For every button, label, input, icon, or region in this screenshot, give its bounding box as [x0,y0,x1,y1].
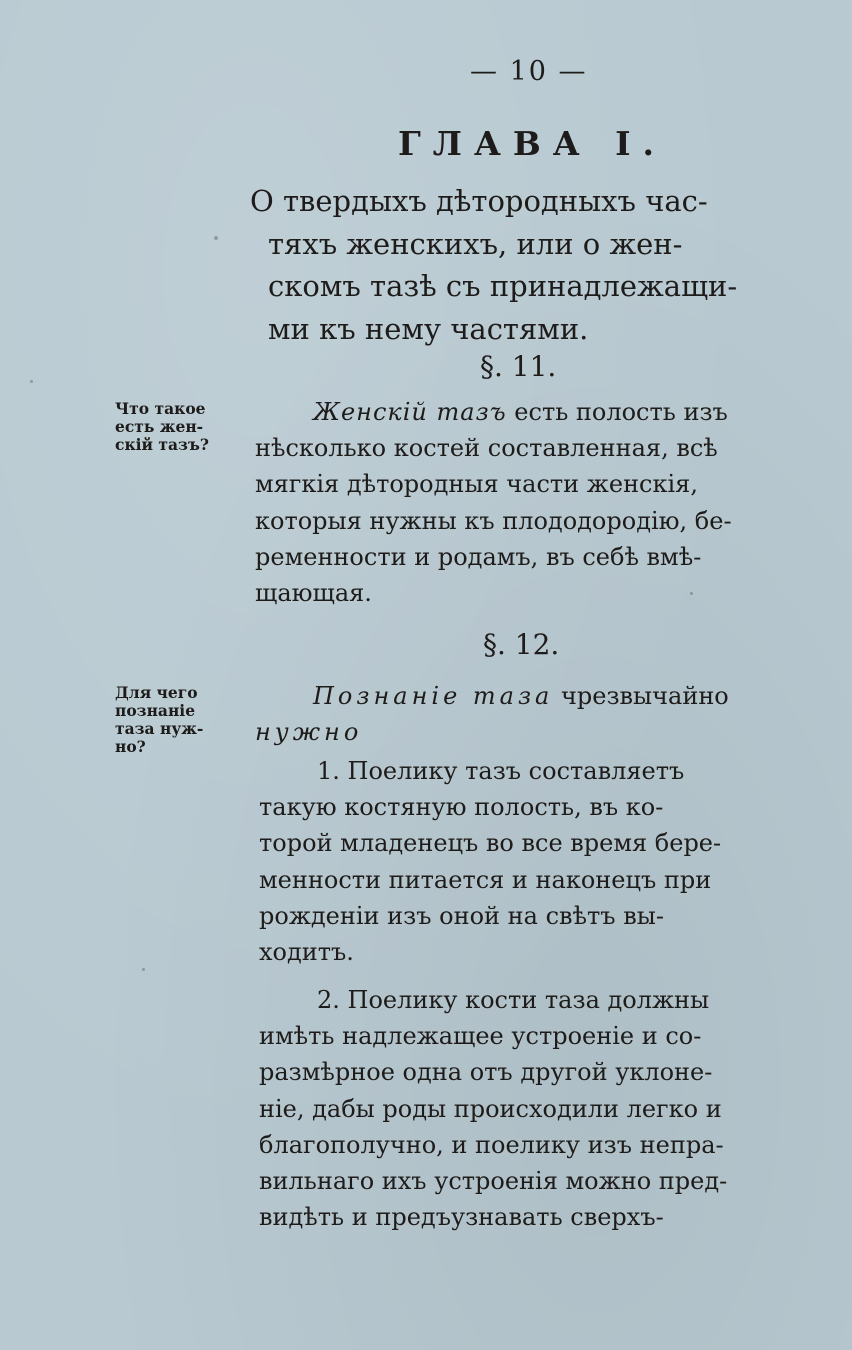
ink-speck [30,380,33,383]
term-female-pelvis: Женскій тазъ [313,398,507,426]
paragraph-text: чрезвычайно [553,682,729,710]
chapter-subtitle-line: тяхъ женскихъ, или о жен- [268,226,683,261]
ink-speck [214,236,218,240]
margin-note-line: но? [115,737,146,756]
margin-note-line: познаніе [115,701,196,720]
paragraph-line: которыя нужны къ плододородію, бе- [255,506,732,535]
paragraph-line: благополучно, и поелику изъ непра- [259,1130,724,1159]
paragraph-section-12-intro [255,678,825,750]
paragraph-item-2 [259,982,829,1235]
chapter-subtitle-line: О твердыхъ дѣтородныхъ час- [250,184,708,218]
paragraph-section-11 [255,394,825,611]
paragraph-line: 2. Поелику кости таза должны [317,986,710,1014]
paragraph-line: ходитъ. [259,938,354,967]
paragraph-line: мягкія дѣтородныя части женскія, [255,470,698,499]
margin-note-line: Что такое [115,399,206,418]
paragraph-line [255,394,825,430]
chapter-subtitle-line: скомъ тазѣ съ принадлежащи- [268,269,738,303]
paragraph-line: такую костяную полость, въ ко- [259,793,664,822]
margin-note-line: Для чего [115,683,198,702]
ink-speck [142,968,145,971]
paragraph-line: нужно [255,718,363,747]
paragraph-line: размѣрное одна отъ другой уклоне- [259,1058,713,1087]
paragraph-item-1 [259,753,829,970]
paragraph-line: видѣть и предъузнавать сверхъ- [259,1203,664,1232]
paragraph-line: 1. Поелику тазъ составляетъ [317,757,685,785]
paragraph-line: менности питается и наконецъ при [259,865,712,894]
paragraph-line: нѣсколько костей составленная, всѣ [255,434,718,463]
paragraph-line: ременности и родамъ, въ себѣ вмѣ- [255,542,702,571]
paragraph-line: имѣть надлежащее устроеніе и со- [259,1022,702,1051]
page-number: — 10 — [470,56,588,87]
paragraph-text: есть полость изъ [506,398,728,426]
ink-speck [690,592,693,595]
paragraph-line: рожденіи изъ оной на свѣтъ вы- [259,901,664,930]
paragraph-line: ніе, дабы роды происходили легко и [259,1094,722,1123]
chapter-subtitle [250,180,825,350]
paragraph-line: торой младенецъ во все время бере- [259,829,722,858]
chapter-subtitle-line: ми къ нему частями. [268,311,589,346]
term-knowledge-of-pelvis: Познаніе таза [313,682,554,710]
section-mark-12: §. 12. [483,628,560,661]
chapter-heading: ГЛАВА I. [398,124,667,163]
margin-note-line: скій тазъ? [115,435,209,454]
margin-note-line: есть жен- [115,417,204,436]
section-mark-11: §. 11. [480,350,557,383]
margin-note-pelvis-knowledge [115,684,203,756]
paragraph-line [255,678,825,714]
margin-note-line: таза нуж- [115,719,204,738]
margin-note-pelvis-definition [115,400,209,454]
paragraph-line: вильнаго ихъ устроенія можно пред- [259,1167,728,1196]
paragraph-line: щающая. [255,579,372,608]
